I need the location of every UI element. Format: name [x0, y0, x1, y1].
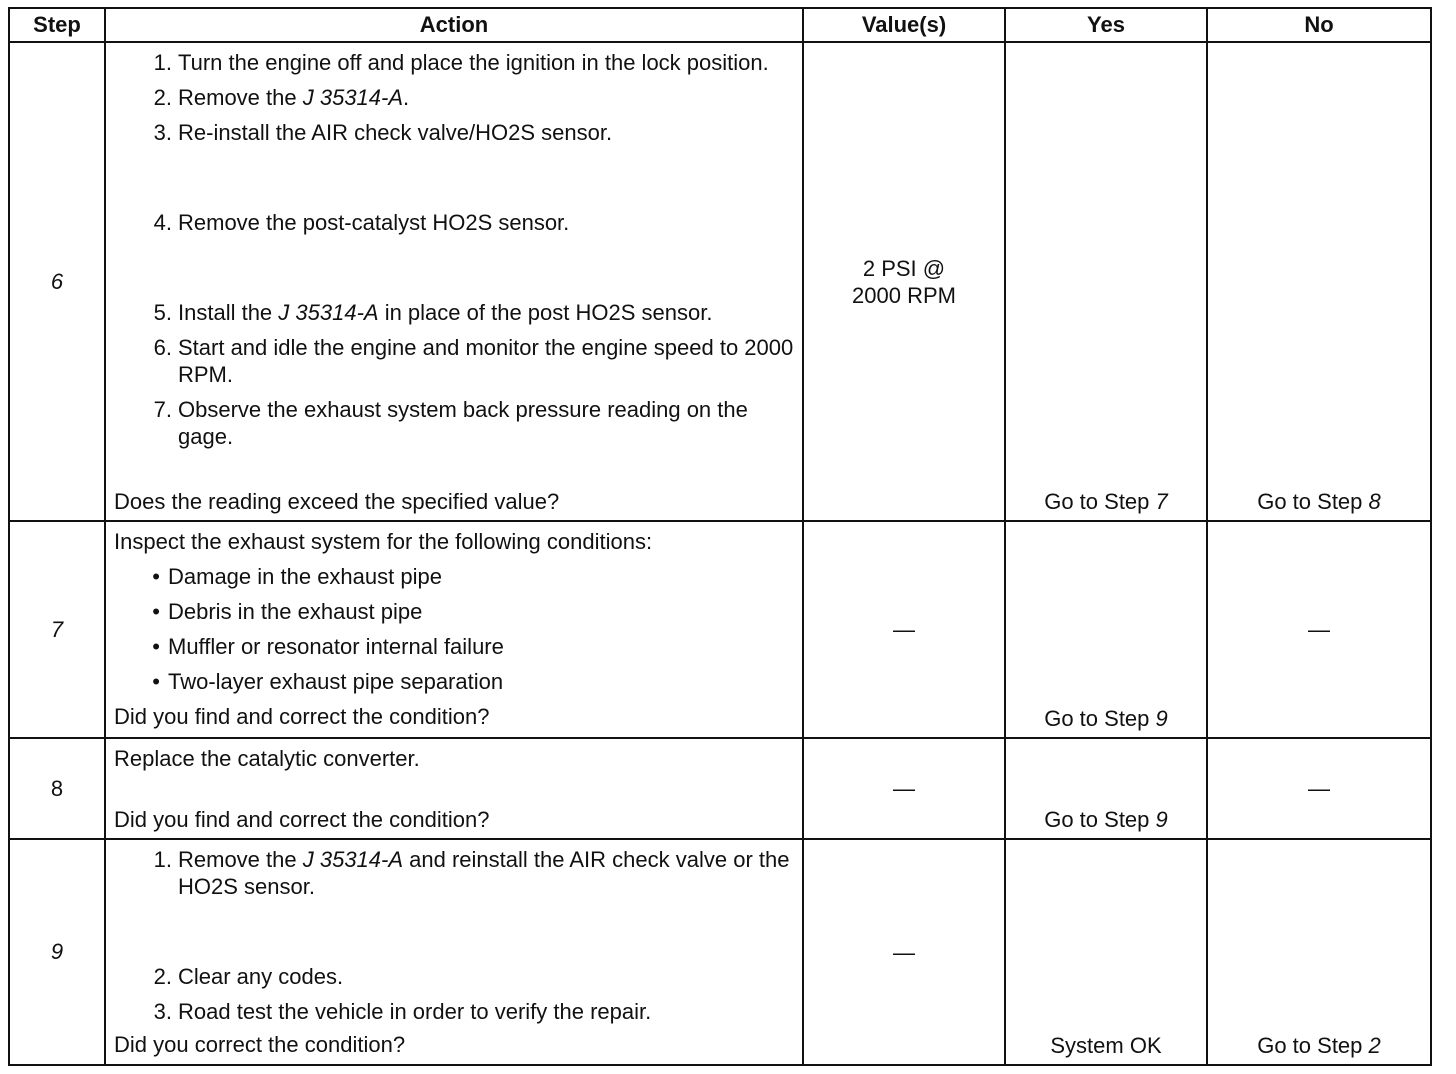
no-text: Go to Step: [1257, 489, 1369, 514]
item-text: Road test the vehicle in order to verify the repair.: [178, 999, 652, 1024]
no-cell: —: [1207, 738, 1431, 839]
list-item: [114, 396, 794, 450]
item-text: Re-install the AIR check valve/HO2S sensor.: [178, 120, 613, 145]
no-step-link: 8: [1368, 489, 1381, 514]
item-number: 3.: [153, 120, 172, 145]
header-values: Value(s): [803, 8, 1005, 42]
step-number: 8: [9, 738, 105, 839]
item-number: 1.: [153, 50, 172, 75]
list-item: [114, 633, 794, 660]
list-item: [114, 963, 794, 990]
item-text: Clear any codes.: [178, 964, 344, 989]
item-text: .: [403, 85, 410, 110]
item-text: Remove the post-catalyst HO2S sensor.: [178, 210, 570, 235]
question: Does the reading exceed the specified value?: [114, 489, 560, 514]
header-action: Action: [105, 8, 803, 42]
item-text: Turn the engine off and place the ignition in the lock position.: [178, 50, 769, 75]
value-line: 2 PSI @: [862, 255, 946, 281]
action-text: Replace the catalytic converter.: [114, 746, 420, 771]
list-item: [114, 299, 794, 326]
item-text: Install the: [178, 300, 279, 325]
item-text: Damage in the exhaust pipe: [168, 564, 442, 589]
item-text: Two-layer exhaust pipe separation: [168, 669, 504, 694]
item-number: 6.: [153, 335, 172, 360]
yes-cell: [1005, 521, 1207, 738]
list-item: [114, 334, 794, 388]
no-cell: [1207, 839, 1431, 1065]
item-text: Start and idle the engine and monitor the engine speed to 2000 RPM.: [178, 335, 794, 387]
header-yes: Yes: [1005, 8, 1207, 42]
item-text: and reinstall the AIR check valve or the HO2S sensor.: [178, 847, 790, 899]
yes-cell: System OK: [1005, 839, 1207, 1065]
step-row-8: [9, 738, 1431, 839]
no-text: Go to Step: [1257, 1033, 1369, 1058]
question: Did you find and correct the condition?: [114, 704, 490, 729]
action-cell: [105, 42, 803, 521]
step-number: 6: [9, 42, 105, 521]
yes-step-link: 7: [1155, 489, 1168, 514]
action-cell: [105, 738, 803, 839]
yes-step-link: 9: [1155, 807, 1168, 832]
item-number: 7.: [153, 397, 172, 422]
bullet: •: [152, 599, 160, 624]
bullet: •: [152, 669, 160, 694]
item-number: 2.: [153, 85, 172, 110]
item-text: Remove the: [178, 85, 303, 110]
header-no: No: [1207, 8, 1431, 42]
yes-text: Go to Step: [1044, 489, 1156, 514]
step-row-6: [9, 42, 1431, 521]
item-number: 3.: [153, 999, 172, 1024]
item-number: 1.: [153, 847, 172, 872]
diagnostic-table: [8, 7, 1432, 1066]
value-cell: [803, 42, 1005, 521]
header-row: [9, 8, 1431, 42]
list-item: [114, 668, 794, 695]
yes-step-link: 9: [1155, 706, 1168, 731]
item-number: 2.: [153, 964, 172, 989]
action-cell: [105, 839, 803, 1065]
value-line: 2000 RPM: [852, 282, 956, 308]
list-item: [114, 209, 794, 236]
step-number: 7: [9, 521, 105, 738]
tool-reference: J 35314-A: [302, 85, 404, 110]
item-text: Muffler or resonator internal failure: [168, 634, 504, 659]
bullet: •: [152, 634, 160, 659]
step-number: 9: [9, 839, 105, 1065]
header-step: Step: [9, 8, 105, 42]
tool-reference: J 35314-A: [302, 847, 404, 872]
list-item: [114, 84, 794, 111]
value-cell: —: [803, 521, 1005, 738]
list-item: [114, 846, 794, 900]
item-number: 4.: [153, 210, 172, 235]
value-cell: —: [803, 738, 1005, 839]
no-cell: [1207, 42, 1431, 521]
item-text: in place of the post HO2S sensor.: [378, 300, 713, 325]
yes-text: Go to Step: [1044, 706, 1156, 731]
question: Did you correct the condition?: [114, 1032, 406, 1057]
item-text: Debris in the exhaust pipe: [168, 599, 423, 624]
yes-text: Go to Step: [1044, 807, 1156, 832]
step-row-9: [9, 839, 1431, 1065]
item-text: Observe the exhaust system back pressure reading on the gage.: [178, 397, 748, 449]
value-cell: —: [803, 839, 1005, 1065]
yes-cell: [1005, 738, 1207, 839]
step-row-7: [9, 521, 1431, 738]
item-text: Remove the: [178, 847, 303, 872]
list-item: [114, 119, 794, 146]
question: Did you find and correct the condition?: [114, 807, 490, 832]
item-number: 5.: [153, 300, 172, 325]
intro-text: Inspect the exhaust system for the following conditions:: [114, 529, 653, 554]
list-item: [114, 563, 794, 590]
bullet: •: [152, 564, 160, 589]
list-item: [114, 49, 794, 76]
no-cell: —: [1207, 521, 1431, 738]
list-item: [114, 598, 794, 625]
list-item: [114, 998, 794, 1025]
tool-reference: J 35314-A: [278, 300, 379, 325]
no-step-link: 2: [1368, 1033, 1381, 1058]
yes-cell: [1005, 42, 1207, 521]
action-cell: [105, 521, 803, 738]
